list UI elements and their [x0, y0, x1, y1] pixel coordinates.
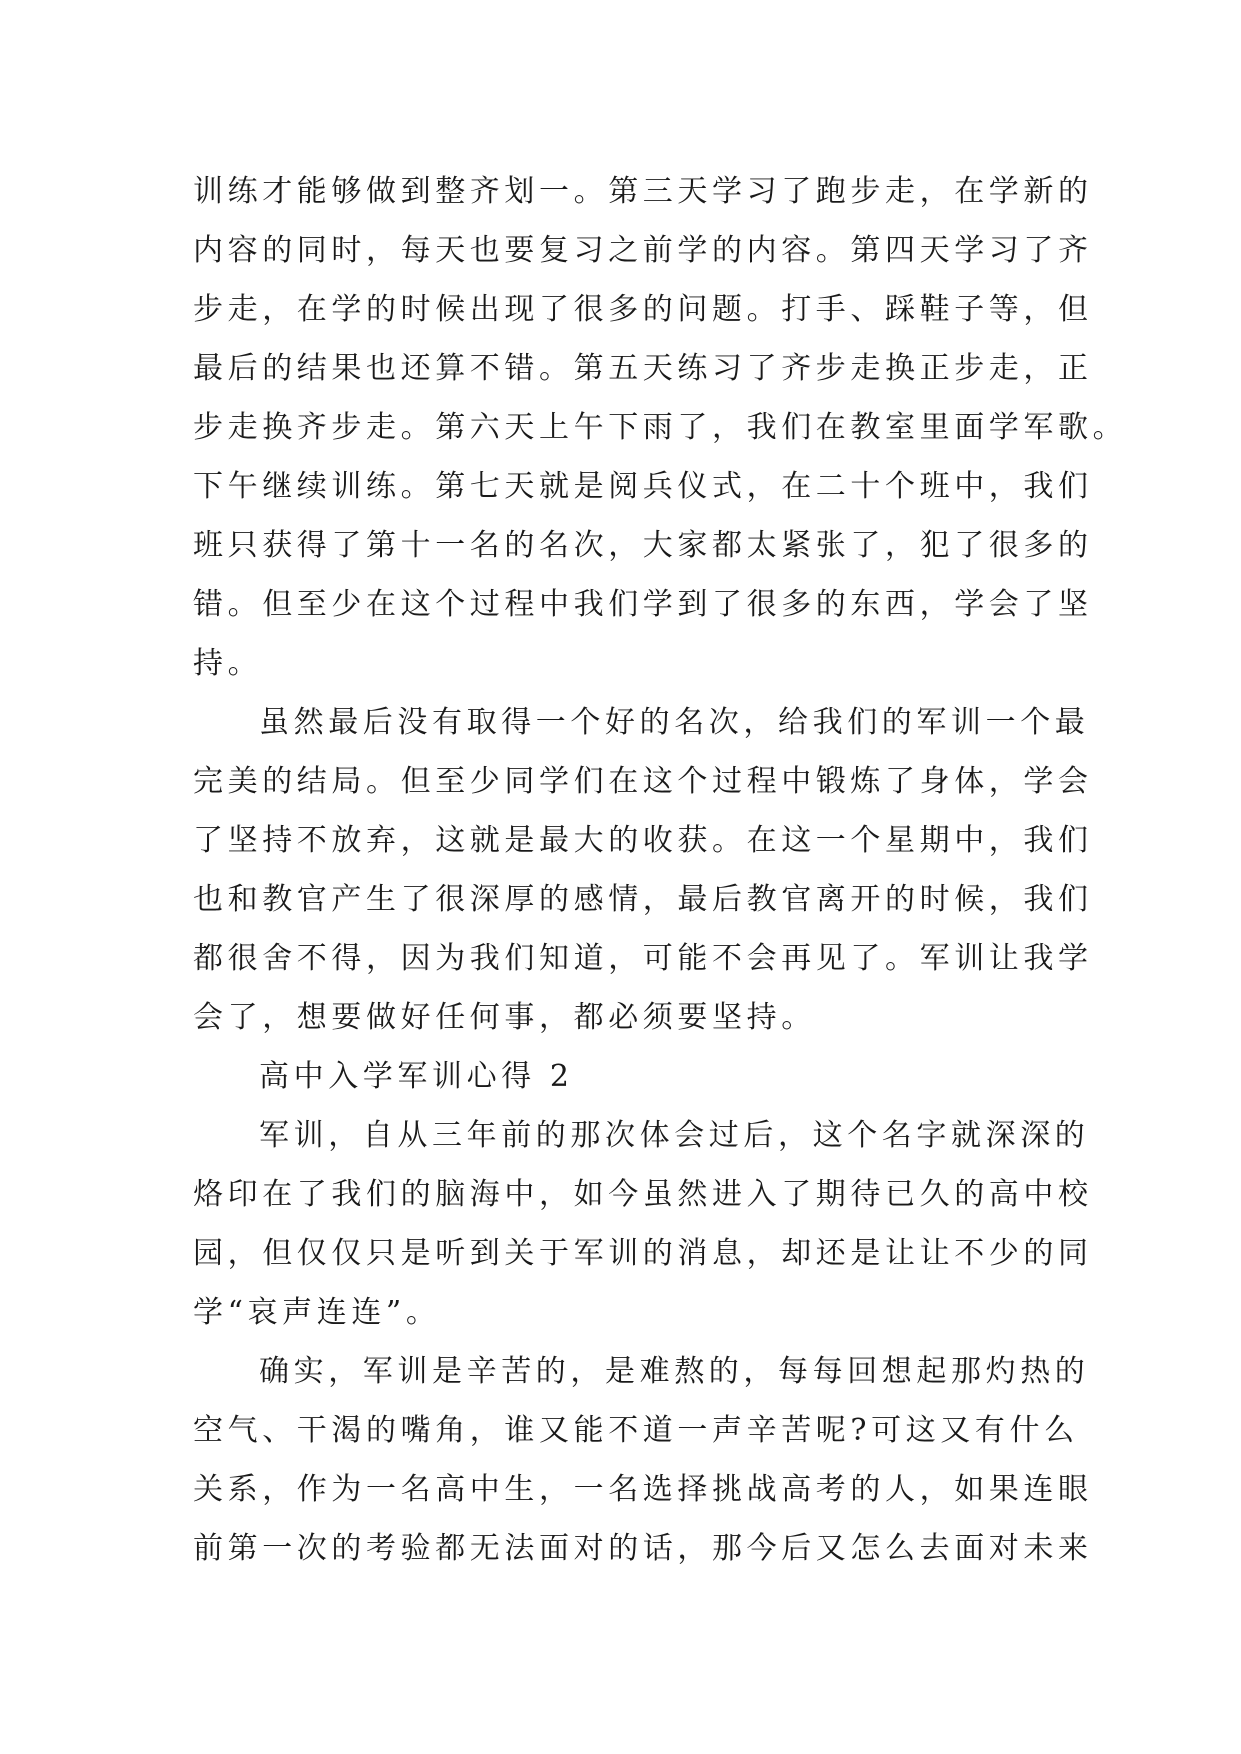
text-line: 训练才能够做到整齐划一。第三天学习了跑步走，在学新的 [193, 174, 1093, 209]
text-line: 错。但至少在这个过程中我们学到了很多的东西，学会了坚 [193, 587, 1093, 622]
text-line: 步走换齐步走。第六天上午下雨了，我们在教室里面学军歌。 [193, 410, 1128, 445]
text-line: 了坚持不放弃，这就是最大的收获。在这一个星期中，我们 [193, 823, 1093, 858]
text-line: 关系，作为一名高中生，一名选择挑战高考的人，如果连眼 [193, 1472, 1093, 1507]
text-line: 持。 [193, 646, 263, 681]
paragraph-first-line: 虽然最后没有取得一个好的名次，给我们的军训一个最 [259, 705, 1090, 740]
text-line: 也和教官产生了很深厚的感情，最后教官离开的时候，我们 [193, 882, 1093, 917]
text-line: 烙印在了我们的脑海中，如今虽然进入了期待已久的高中校 [193, 1177, 1093, 1212]
text-line: 最后的结果也还算不错。第五天练习了齐步走换正步走，正 [193, 351, 1093, 386]
text-line: 班只获得了第十一名的名次，大家都太紧张了，犯了很多的 [193, 528, 1093, 563]
text-line: 空气、干渴的嘴角，谁又能不道一声辛苦呢?可这又有什么 [193, 1413, 1079, 1448]
paragraph-first-line: 确实，军训是辛苦的，是难熬的，每每回想起那灼热的 [259, 1354, 1090, 1389]
text-line: 园，但仅仅只是听到关于军训的消息，却还是让让不少的同 [193, 1236, 1093, 1271]
text-line: 内容的同时，每天也要复习之前学的内容。第四天学习了齐 [193, 233, 1093, 268]
paragraph-first-line: 军训，自从三年前的那次体会过后，这个名字就深深的 [259, 1118, 1090, 1153]
text-line: 会了，想要做好任何事，都必须要坚持。 [193, 1000, 816, 1035]
text-line: 都很舍不得，因为我们知道，可能不会再见了。军训让我学 [193, 941, 1093, 976]
text-line: 下午继续训练。第七天就是阅兵仪式，在二十个班中，我们 [193, 469, 1093, 504]
text-line: 前第一次的考验都无法面对的话，那今后又怎么去面对未来 [193, 1531, 1093, 1566]
text-line: 步走，在学的时候出现了很多的问题。打手、踩鞋子等，但 [193, 292, 1093, 327]
text-line: 学“哀声连连”。 [193, 1295, 441, 1330]
section-heading: 高中入学军训心得 2 [259, 1059, 574, 1094]
body-text [193, 162, 1128, 1578]
text-line: 完美的结局。但至少同学们在这个过程中锻炼了身体，学会 [193, 764, 1093, 799]
